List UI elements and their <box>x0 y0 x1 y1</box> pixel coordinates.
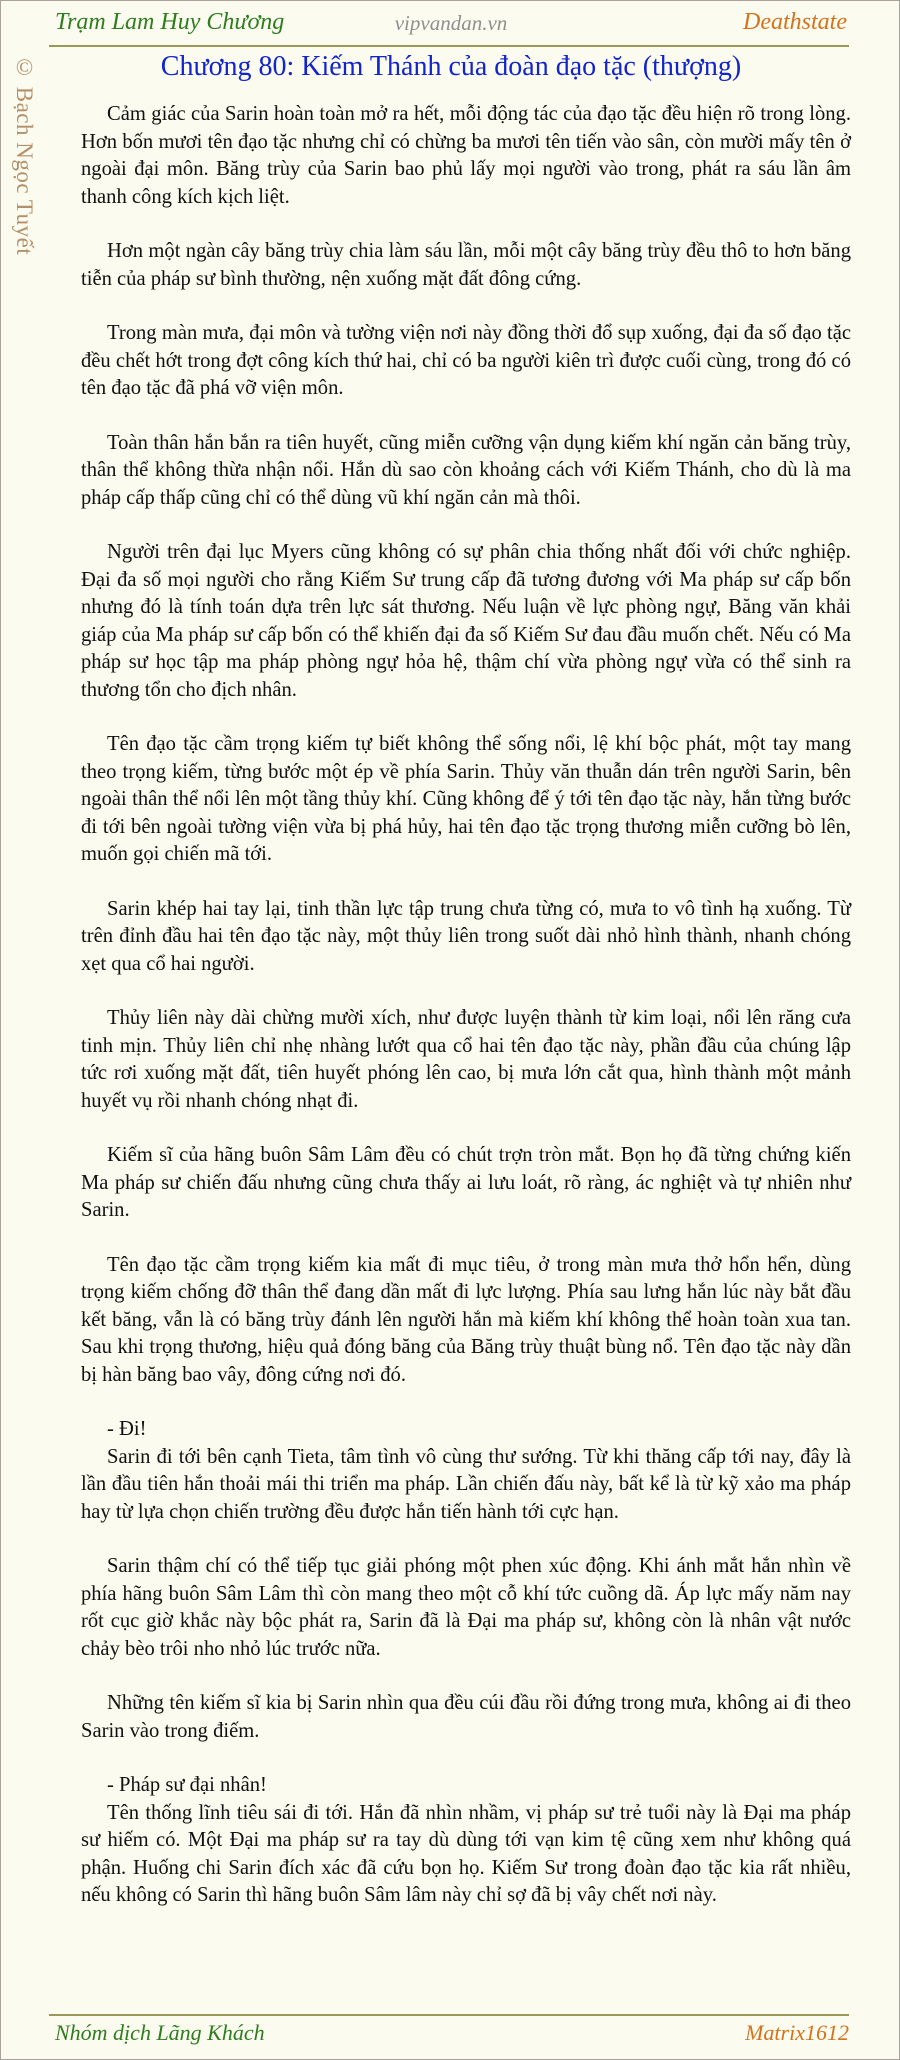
paragraph: Thủy liên này dài chừng mười xích, như được luyện thành từ kim loại, nổi lên răng cưa tinh mịn. Thủy liên chỉ nhẹ nhàng lướt qua cổ hai tên đạo tặc này, phần đầu của chúng lập tức rơi xuống mặt đất, tiên huyết phóng lên cao, bị mưa lớn cắt qua, hình thành một mảnh huyết vụ rồi nhanh chóng nhạt đi. <box>81 1007 851 1112</box>
page-header <box>1 1 900 45</box>
chapter-body <box>81 101 851 1937</box>
paragraph: Hơn một ngàn cây băng trùy chia làm sáu lần, mỗi một cây băng trùy đều thô to hơn băng tiễn của pháp sư bình thường, nện xuống mặt đất đông cứng. <box>81 240 851 290</box>
site-url: vipvandan.vn <box>394 11 508 35</box>
paragraph: Sarin khép hai tay lại, tinh thần lực tập trung chưa từng có, mưa to vô tình hạ xuống. Từ trên đỉnh đầu hai tên đạo tặc này, một thủy liên trong suốt dài nhỏ hình thành, nhanh chóng xẹt qua cổ hai người. <box>81 897 851 975</box>
header-divider <box>49 45 849 47</box>
translation-group: Nhóm dịch Lãng Khách <box>55 2020 265 2045</box>
book-title: Deathstate <box>743 9 847 35</box>
paragraph: Tên đạo tặc cầm trọng kiếm kia mất đi mục tiêu, ở trong màn mưa thở hổn hển, dùng trọng kiếm chống đỡ thân thể đang dần mất đi lực lượng. Phía sau lưng hắn lúc này bắt đầu kết băng, vẫn là có băng trùy đánh lên người hắn mà kiếm khí không thể hoàn toàn xua tan. Sau khi trọng thương, hiệu quả đóng băng của Băng trùy thuật bùng nổ. Tên đạo tặc này dần bị hàn băng bao vây, đông cứng nơi đó. <box>81 1253 851 1386</box>
paragraph: Sarin đi tới bên cạnh Tieta, tâm tình vô cùng thư sướng. Từ khi thăng cấp tới nay, đây là lần đầu tiên hắn thoải mái thi triển ma pháp. Lần chiến đấu này, bất kể là từ kỹ xảo ma pháp hay từ lựa chọn chiến trường đều được hắn tiến hành tới cực hạn. <box>81 1445 851 1523</box>
paragraph: Sarin thậm chí có thể tiếp tục giải phóng một phen xúc động. Khi ánh mắt hắn nhìn về phía hãng buôn Sâm Lâm thì còn mang theo một cỗ khí tức cuồng dã. Áp lực mấy năm nay rốt cục giờ khắc này bộc phát ra, Sarin đã là Đại ma pháp sư, không còn là nhân vật nước chảy bèo trôi nho nhỏ lúc trước nữa. <box>81 1555 851 1660</box>
dialogue-line: - Pháp sư đại nhân! <box>107 1774 267 1796</box>
paragraph: Trong màn mưa, đại môn và tường viện nơi này đồng thời đổ sụp xuống, đại đa số đạo tặc đều chết hớt trong đợt công kích thứ hai, chỉ có ba người kiên trì được cuối cùng, trong đó có tên đạo tặc đã phá vỡ viện môn. <box>81 322 851 399</box>
paragraph: Kiếm sĩ của hãng buôn Sâm Lâm đều có chút trợn tròn mắt. Bọn họ đã từng chứng kiến Ma pháp sư chiến đấu nhưng cũng chưa thấy ai lưu loát, rõ ràng, ác nghiệt và tự nhiên như Sarin. <box>81 1144 851 1221</box>
chapter-title: Chương 80: Kiếm Thánh của đoàn đạo tặc (thượng) <box>160 51 742 82</box>
translator-name: Matrix1612 <box>745 2020 849 2045</box>
paragraph: Cảm giác của Sarin hoàn toàn mở ra hết, mỗi động tác của đạo tặc đều hiện rõ trong lòng. Hơn bốn mươi tên đạo tặc nhưng chỉ có chừng ba mươi tên tiến vào sân, còn mười mấy tên ở ngoài đại môn. Băng trùy của Sarin bao phủ lấy mọi người vào trong, phát ra sáu lần âm thanh công kích kịch liệt. <box>81 103 851 208</box>
copyright-watermark: © Bạch Ngọc Tuyết <box>12 55 37 256</box>
paragraph: Người trên đại lục Myers cũng không có sự phân chia thống nhất đối với chức nghiệp. Đại đa số mọi người cho rằng Kiếm Sư trung cấp đã tương đương với Ma pháp sư cấp bốn nhưng đó là tính toán dựa trên lực sát thương. Nếu luận về lực phòng ngự, Băng văn khải giáp của Ma pháp sư cấp bốn có thể khiến đại đa số Kiếm Sư đau đầu muốn chết. Nếu có Ma pháp sư học tập ma pháp phòng ngự hỏa hệ, thậm chí vừa phòng ngự vừa có thể sinh ra thương tổn cho địch nhân. <box>81 541 851 701</box>
paragraph: Toàn thân hắn bắn ra tiên huyết, cũng miễn cưỡng vận dụng kiếm khí ngăn cản băng trùy, thân thể không thừa nhận nổi. Hắn dù sao còn khoảng cách với Kiếm Thánh, cho dù là ma pháp cấp thấp cũng chỉ có thể dùng vũ khí ngăn cản mà thôi. <box>81 431 851 509</box>
site-name: Trạm Lam Huy Chương <box>55 9 285 35</box>
dialogue-line: - Đi! <box>107 1418 147 1440</box>
paragraph: Những tên kiếm sĩ kia bị Sarin nhìn qua đều cúi đầu rồi đứng trong mưa, không ai đi theo Sarin vào trong điếm. <box>81 1692 851 1742</box>
footer-divider <box>49 2014 849 2016</box>
paragraph: Tên thống lĩnh tiêu sái đi tới. Hắn đã nhìn nhầm, vị pháp sư trẻ tuổi này là Đại ma pháp sư hiếm có. Một Đại ma pháp sư ra tay dù dùng tới vạn kim tệ cũng xem như không quá phận. Huống chi Sarin đích xác đã cứu bọn họ. Kiếm Sư trong đoàn đạo tặc kia rất nhiều, nếu không có Sarin thì hãng buôn Sâm lâm này chỉ sợ đã bị vây chết nơi này. <box>81 1801 851 1906</box>
paragraph: Tên đạo tặc cầm trọng kiếm tự biết không thể sống nổi, lệ khí bộc phát, một tay mang theo trọng kiếm, từng bước một ép về phía Sarin. Thủy văn thuẫn dán trên người Sarin, bên ngoài thân thể nổi lên một tầng thủy khí. Cũng không để ý tới tên đạo tặc này, hắn từng bước đi tới bên ngoài tường viện vừa bị phá hủy, hai tên đạo tặc trọng thương miễn cưỡng bò lên, muốn gọi chiến mã tới. <box>81 733 851 865</box>
